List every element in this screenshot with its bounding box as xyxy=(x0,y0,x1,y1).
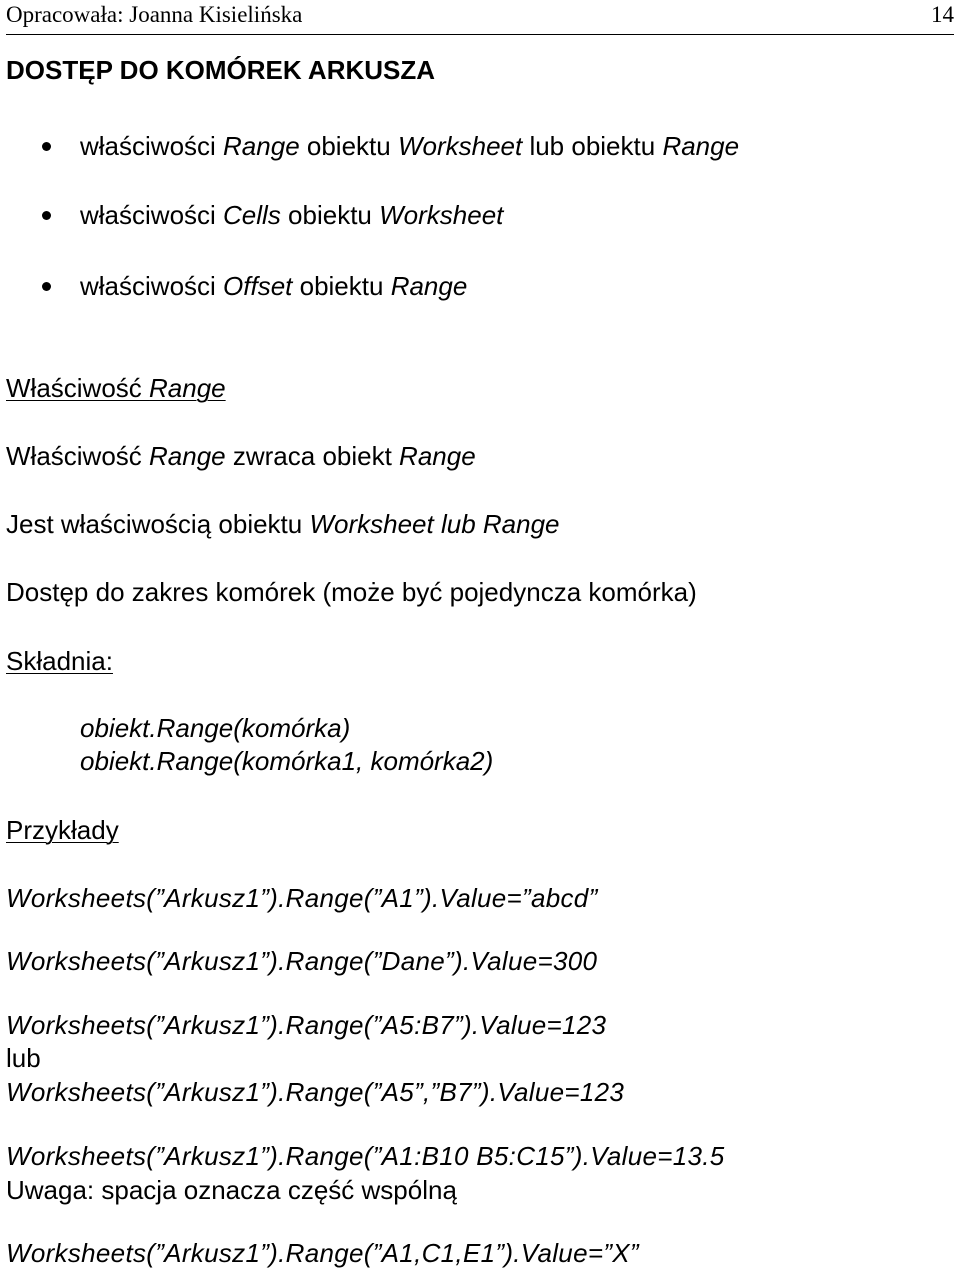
syntax-line: obiekt.Range(komórka) xyxy=(80,713,351,743)
examples-label: Przykłady xyxy=(6,815,119,845)
section-heading: Właściwość Range xyxy=(6,373,226,403)
bullet-icon xyxy=(42,142,51,151)
page-title: DOSTĘP DO KOMÓREK ARKUSZA xyxy=(6,55,436,85)
code-example: Worksheets(”Arkusz1”).Range(”A5:B7”).Value=123 xyxy=(6,1010,607,1040)
header-author: Opracowała: Joanna Kisielińska xyxy=(6,2,303,27)
code-example: Worksheets(”Arkusz1”).Range(”Dane”).Value=300 xyxy=(6,946,598,976)
header-divider xyxy=(6,34,954,35)
code-example: Worksheets(”Arkusz1”).Range(”A5”,”B7”).Value=123 xyxy=(6,1077,625,1107)
description-line: Jest właściwością obiektu Worksheet lub Range xyxy=(6,509,560,539)
bullet-icon xyxy=(42,282,51,291)
description-line: Właściwość Range zwraca obiekt Range xyxy=(6,441,476,471)
bullet-item-offset: właściwości Offset obiektu Range xyxy=(80,271,468,301)
connector-text: lub xyxy=(6,1043,41,1073)
bullet-icon xyxy=(42,211,51,220)
code-example: Worksheets(”Arkusz1”).Range(”A1,C1,E1”).Value=”X” xyxy=(6,1238,639,1268)
syntax-label: Składnia: xyxy=(6,646,113,676)
syntax-line: obiekt.Range(komórka1, komórka2) xyxy=(80,746,494,776)
page-number: 14 xyxy=(931,2,954,27)
code-example: Worksheets(”Arkusz1”).Range(”A1”).Value=”abcd” xyxy=(6,883,598,913)
description-line: Dostęp do zakres komórek (może być pojedyncza komórka) xyxy=(6,577,697,607)
code-example: Worksheets(”Arkusz1”).Range(”A1:B10 B5:C15”).Value=13.5 xyxy=(6,1141,725,1171)
bullet-item-range: właściwości Range obiektu Worksheet lub obiektu Range xyxy=(80,131,740,161)
note-text: Uwaga: spacja oznacza część wspólną xyxy=(6,1175,457,1205)
bullet-item-cells: właściwości Cells obiektu Worksheet xyxy=(80,200,504,230)
